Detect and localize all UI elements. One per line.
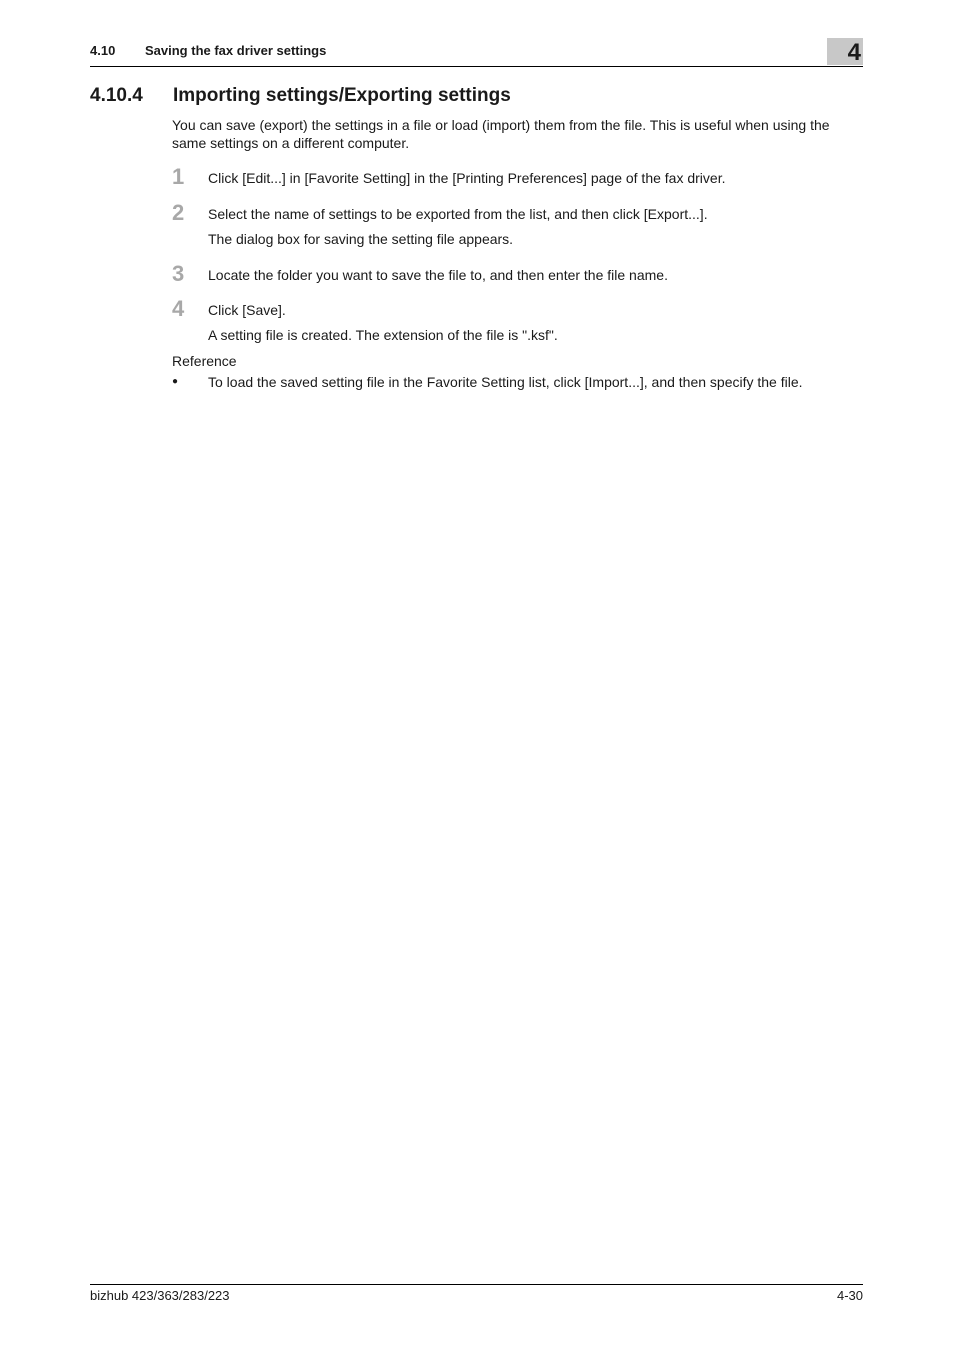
step-text: Locate the folder you want to save the file to, and then enter the file name. [208,267,668,283]
step-number: 2 [172,200,185,225]
reference-item: To load the saved setting file in the Favorite Setting list, click [Import...], and then specify the file. [208,374,803,390]
step-text: Click [Edit...] in [Favorite Setting] in the [Printing Preferences] page of the fax driver. [208,170,726,186]
step-number: 4 [172,296,185,321]
step-result: The dialog box for saving the setting file appears. [208,231,514,247]
chapter-badge: 4 [827,38,863,65]
section-heading-number: 4.10.4 [90,85,143,106]
footer-model: bizhub 423/363/283/223 [90,1288,230,1303]
step-text: Click [Save]. [208,302,286,318]
header-section-title: Saving the fax driver settings [145,43,327,58]
bullet-icon: ● [172,376,179,387]
step-number: 1 [172,164,185,189]
step-number: 3 [172,261,185,286]
intro-paragraph: You can save (export) the settings in a file or load (import) them from the file. This is useful when using the same settings on a different computer. [172,117,830,151]
footer-page-number: 4-30 [836,1288,863,1303]
section-heading-title: Importing settings/Exporting settings [173,85,511,106]
page-footer [90,1284,863,1303]
reference-label: Reference [172,353,237,369]
step-result: A setting file is created. The extension of the file is ".ksf". [208,327,558,343]
section-heading [90,85,511,107]
page-header [90,40,863,67]
header-section-number: 4.10 [90,43,116,58]
step-text: Select the name of settings to be exported from the list, and then click [Export...]. [208,206,708,222]
